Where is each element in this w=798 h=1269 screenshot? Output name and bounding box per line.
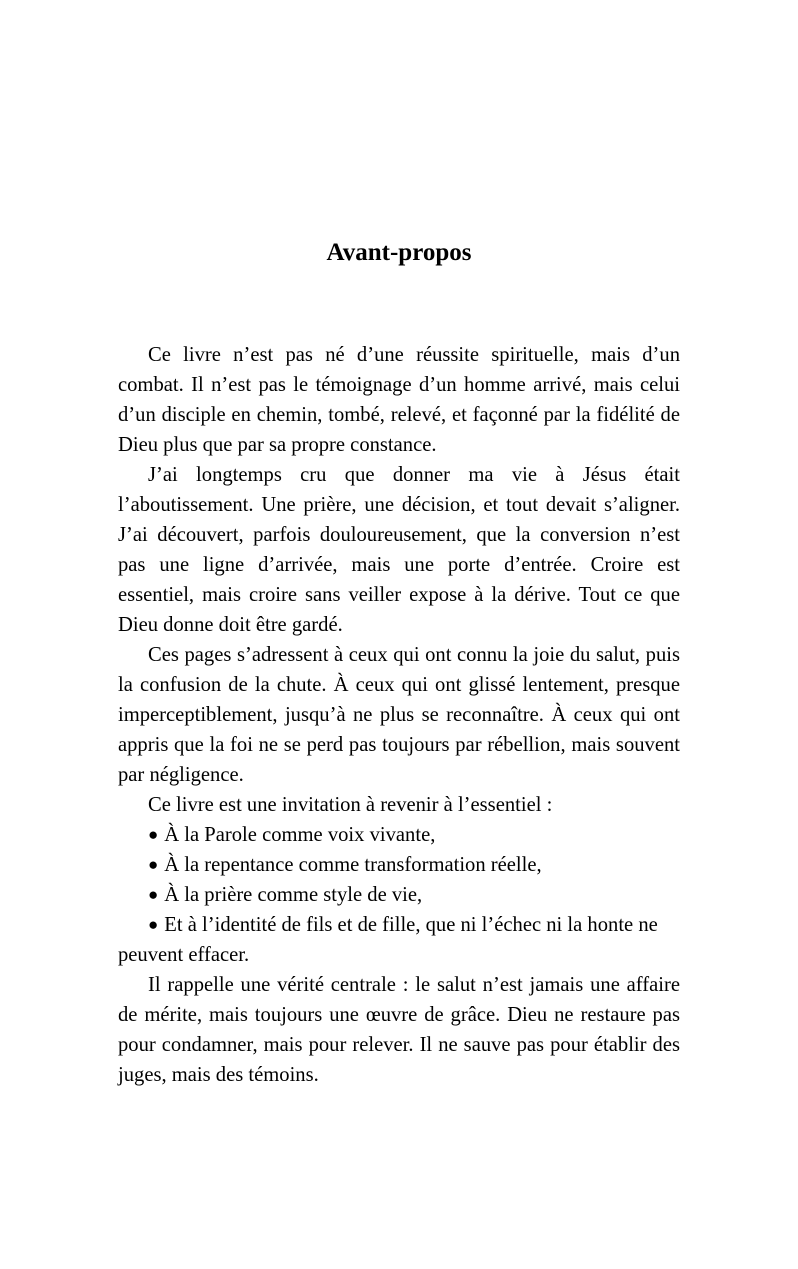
list-item [118, 880, 680, 910]
list-item [118, 910, 680, 970]
bullet-icon: ● [148, 825, 159, 844]
bullet-list [118, 820, 680, 970]
bullet-icon: ● [148, 855, 159, 874]
paragraph-intro: Ce livre n’est pas né d’une réussite spirituelle, mais d’un combat. Il n’est pas le témoignage d’un homme arrivé, mais celui d’un disciple en chemin, tombé, relevé, et façonné par la fidélité de Dieu plus que par sa propre constance. [118, 344, 680, 456]
foreword-body [118, 340, 680, 1090]
list-item [118, 850, 680, 880]
list-item-text: À la repentance comme transformation réelle, [164, 854, 542, 876]
bullet-icon: ● [148, 885, 159, 904]
bullet-icon: ● [148, 915, 159, 934]
list-item [118, 820, 680, 850]
paragraph-conversion: J’ai longtemps cru que donner ma vie à Jésus était l’aboutissement. Une prière, une décision, et tout devait s’aligner. J’ai découvert, parfois douloureusement, que la conversion n’est pas une ligne d’arrivée, mais une porte d’entrée. Croire est essentiel, mais croire sans veiller expose à la dérive. Tout ce que Dieu donne doit être gardé. [118, 464, 680, 636]
paragraph-closing: Il rappelle une vérité centrale : le salut n’est jamais une affaire de mérite, mais toujours une œuvre de grâce. Dieu ne restaure pas pour condamner, mais pour relever. Il ne sauve pas pour établir des juges, mais des témoins. [118, 974, 680, 1086]
list-item-text: À la Parole comme voix vivante, [164, 824, 436, 846]
list-item-text: À la prière comme style de vie, [164, 884, 423, 906]
list-item-text: Et à l’identité de fils et de fille, que ni l’échec ni la honte ne peuvent effacer. [118, 914, 658, 966]
paragraph-audience: Ces pages s’adressent à ceux qui ont connu la joie du salut, puis la confusion de la chute. À ceux qui ont glissé lentement, presque imperceptiblement, jusqu’à ne plus se reconnaître. À ceux qui ont appris que la foi ne se perd pas toujours par rébellion, mais souvent par négligence. [118, 644, 680, 786]
paragraph-invitation: Ce livre est une invitation à revenir à l’essentiel : [148, 794, 553, 816]
book-page [118, 0, 680, 1269]
page-title: Avant-propos [326, 239, 472, 266]
